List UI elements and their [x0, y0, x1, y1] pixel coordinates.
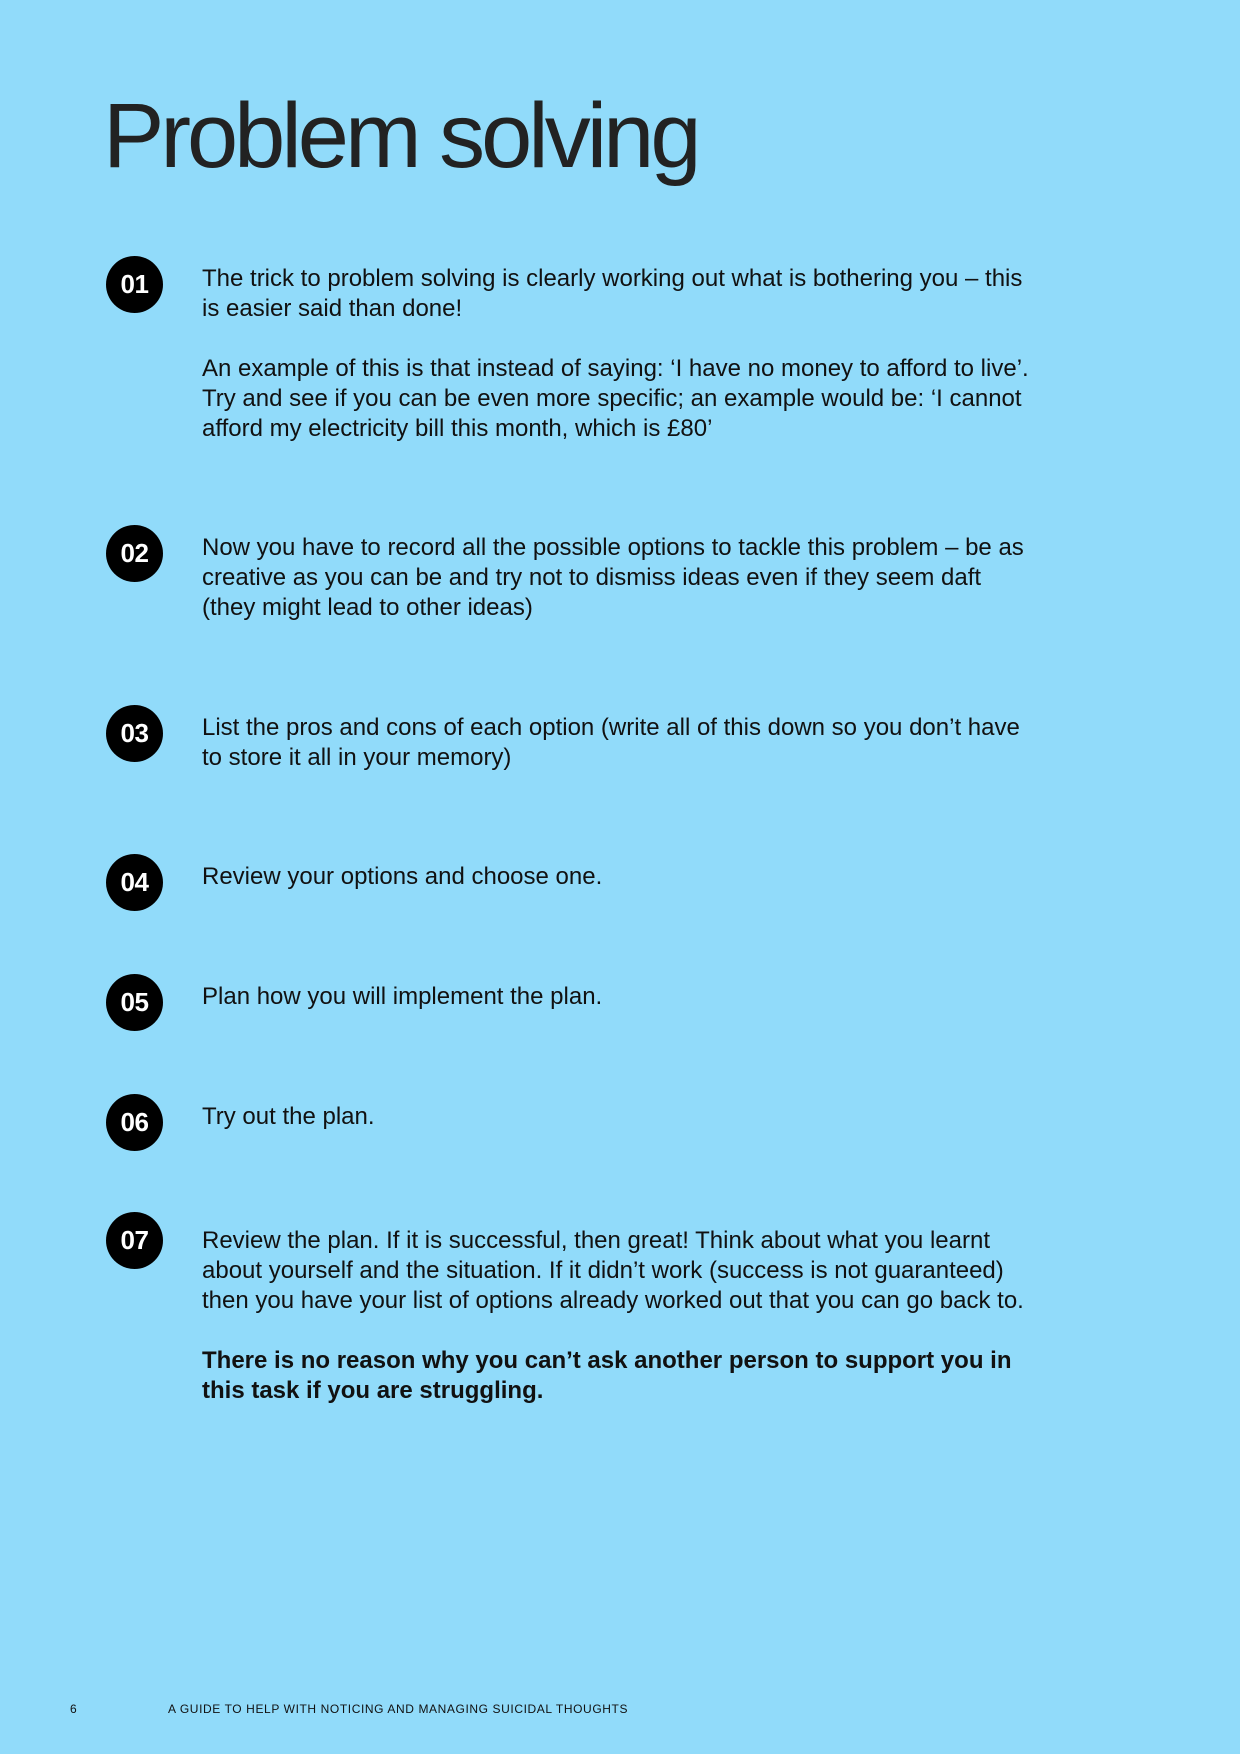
step-paragraph: Review your options and choose one.: [202, 863, 603, 890]
step-number-badge: 01: [106, 256, 163, 313]
step-paragraph: Try out the plan.: [202, 1103, 375, 1130]
step-text: [202, 1102, 1032, 1132]
page-number: 6: [70, 1702, 77, 1716]
step-text: [202, 862, 1032, 892]
step-text: [202, 713, 1032, 773]
step-number-badge: 03: [106, 705, 163, 762]
step-paragraph: The trick to problem solving is clearly working out what is bothering you – this is easier said than done!: [202, 265, 1023, 322]
step-number-badge: 06: [106, 1094, 163, 1151]
step-number-badge: 07: [106, 1212, 163, 1269]
footer-guide-title: A GUIDE TO HELP WITH NOTICING AND MANAGING SUICIDAL THOUGHTS: [168, 1702, 629, 1716]
step-number-badge: 05: [106, 974, 163, 1031]
step-paragraph: Now you have to record all the possible options to tackle this problem – be as creative as you can be and try not to dismiss ideas even if they seem daft (they might lead to other ideas): [202, 534, 1024, 621]
step-number-badge: 02: [106, 525, 163, 582]
step-text: [202, 982, 1032, 1012]
step-text: [202, 533, 1032, 623]
step-paragraph: List the pros and cons of each option (write all of this down so you don’t have to store it all in your memory): [202, 714, 1020, 771]
support-note: There is no reason why you can’t ask another person to support you in this task if you are struggling.: [202, 1347, 1012, 1404]
step-paragraph: Review the plan. If it is successful, then great! Think about what you learnt about yourself and the situation. If it didn’t work (success is not guaranteed) then you have your list of options already worked out that you can go back to.: [202, 1227, 1024, 1314]
step-text: [202, 1226, 1032, 1406]
step-paragraph: Plan how you will implement the plan.: [202, 983, 603, 1010]
page-title: Problem solving: [103, 85, 698, 187]
step-number-badge: 04: [106, 854, 163, 911]
step-paragraph: An example of this is that instead of saying: ‘I have no money to afford to live’. Try and see if you can be even more specific; an example would be: ‘I cannot afford my electricity bill this month, which is £80’: [202, 355, 1029, 442]
step-text: [202, 264, 1032, 444]
